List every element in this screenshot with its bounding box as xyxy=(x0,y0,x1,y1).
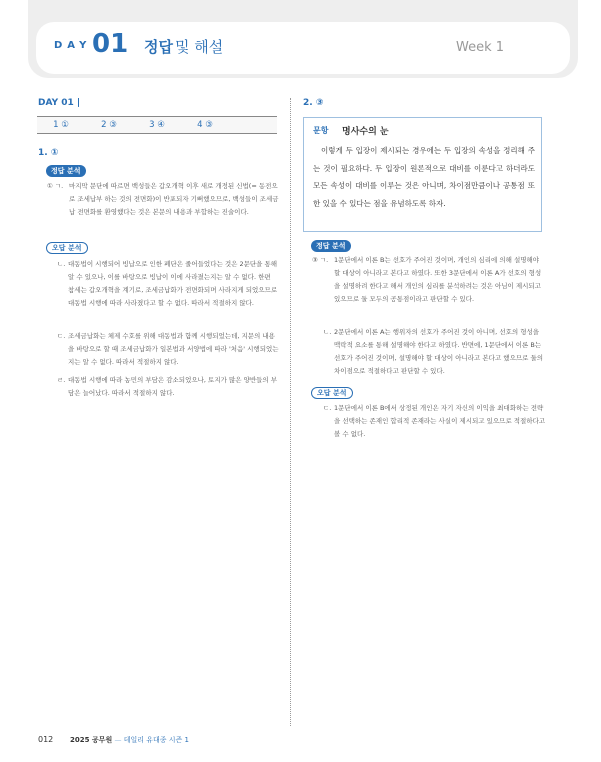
footer-title xyxy=(70,735,189,745)
answer-table xyxy=(37,116,277,134)
item-marker: ㄴ. xyxy=(57,260,66,268)
wrong-analysis-badge: 오답 분석 xyxy=(46,242,88,254)
page-title-bold: 정답 xyxy=(144,38,173,56)
section-label: DAY 01 | xyxy=(38,98,81,108)
answer-cell: 3 ④ xyxy=(149,120,165,130)
explanation-item xyxy=(323,326,546,378)
box-text: 이렇게 두 입장이 제시되는 경우에는 두 입장의 속성을 정리해 주는 것이 필요하다. 두 입장이 원론적으로 대비를 이룬다고 하더라도 모든 속성이 대비를 이루는 것은 아니며, 차이점만큼이나 공통점 또한 있을 수 있다는 점을 유념하도록 하자. xyxy=(313,146,535,208)
question-number: 1. ① xyxy=(38,148,59,158)
item-marker: ㄷ. xyxy=(57,332,66,340)
footer-book: 2025 공무원 xyxy=(70,736,113,744)
item-text: 대동법 시행에 따라 농민의 부담은 감소되었으나, 토지가 많은 양반들의 부담은 늘어났다. 따라서 적절하지 않다. xyxy=(68,376,278,397)
sharpshooter-box xyxy=(303,117,542,232)
item-text: 마지막 문단에 따르면 백성들은 갑오개혁 이후 새로 개정된 신법(= 동전으로 조세납부 하는 것의 전면화)이 반포되자 기뻐했으므로, 백성들이 조세금납 전면화를 환영했다는 것은 본문의 내용과 부합하는 진술이다. xyxy=(69,182,279,216)
box-tag: 문항 xyxy=(313,126,329,135)
week-label: Week 1 xyxy=(456,40,505,55)
page-number: 012 xyxy=(38,735,54,744)
item-text: 2문단에서 이론 A는 행위자의 선호가 주어진 것이 아니며, 선호의 형성을 맥락적 요소를 통해 설명해야 한다고 하였다. 반면에, 1문단에서 이론 B는 선호가 주어진 것이며, 설명해야 할 대상이 아니라고 본다고 했으므로 둘의 차이점으로 적절하다고 판단할 수 있다. xyxy=(334,328,544,375)
item-marker: ㄷ. xyxy=(323,404,332,412)
item-text: 조세금납화는 체제 수호를 위해 대동법과 함께 시행되었는데, 지문의 내용을 바탕으로 할 때 조세금납화가 일본법과 서양법에 따라 '처음' 시행되었는지는 알 수 없다. 따라서 적절하지 않다. xyxy=(68,332,279,366)
column-divider xyxy=(290,98,291,726)
page-title-rest: 및 해설 xyxy=(175,38,224,56)
question-number: 2. ③ xyxy=(303,98,324,108)
footer-separator: — xyxy=(114,736,122,744)
explanation-item xyxy=(57,330,279,369)
day-number: 01 xyxy=(92,29,129,59)
explanation-item xyxy=(312,254,546,306)
answer-cell: 2 ③ xyxy=(101,120,117,130)
footer-subtitle: 데일리 유대종 시즌 1 xyxy=(123,736,189,744)
item-marker: ㄹ. xyxy=(57,376,66,384)
explanation-item xyxy=(57,258,279,310)
item-text: 1문단에서 이론 B는 선호가 주어진 것이며, 개인의 심리에 의해 설명해야 할 대상이 아니라고 본다고 하였다. 또한 3문단에서 이론 A가 선호의 형성을 설명하려 한다고 해서 개인의 심리를 분석하려는 것은 아님이 제시되고 있으므로 둘 모두의 공통점이라고 판단할 수 있다. xyxy=(334,256,542,303)
item-marker: ㄴ. xyxy=(323,328,332,336)
explanation-item xyxy=(57,374,279,400)
item-marker: ③ ㄱ. xyxy=(312,256,329,264)
correct-analysis-badge: 정답 분석 xyxy=(46,165,86,177)
day-label: DAY xyxy=(54,40,92,51)
explanation-item xyxy=(47,180,279,219)
wrong-analysis-badge: 오답 분석 xyxy=(311,387,353,399)
item-text: 1문단에서 이론 B에서 상정된 개인은 자기 자신의 이익을 최대화하는 전략을 선택하는 존재인 합리적 존재라는 사실이 제시되고 있으므로 적절하다고 볼 수 없다. xyxy=(334,404,546,438)
item-text: 대동법이 시행되어 빙납으로 인한 폐단은 줄어들었다는 것은 2문단을 통해 알 수 있으나, 이를 바탕으로 빙납이 이에 사라졌는지는 알 수 없다. 한편 참세는 갑오개혁을 계기로, 조세금납화가 전면화되며 사라지게 되었으므로 대동법 시행에 따라 사라졌다고 할 수 없다. 따라서 적절하지 않다. xyxy=(68,260,278,307)
item-marker: ① ㄱ. xyxy=(47,182,64,190)
correct-analysis-badge: 정답 분석 xyxy=(311,240,351,252)
box-title: 명사수의 눈 xyxy=(342,127,389,137)
answer-cell: 1 ① xyxy=(53,120,69,130)
explanation-item xyxy=(323,402,546,441)
answer-cell: 4 ③ xyxy=(197,120,213,130)
